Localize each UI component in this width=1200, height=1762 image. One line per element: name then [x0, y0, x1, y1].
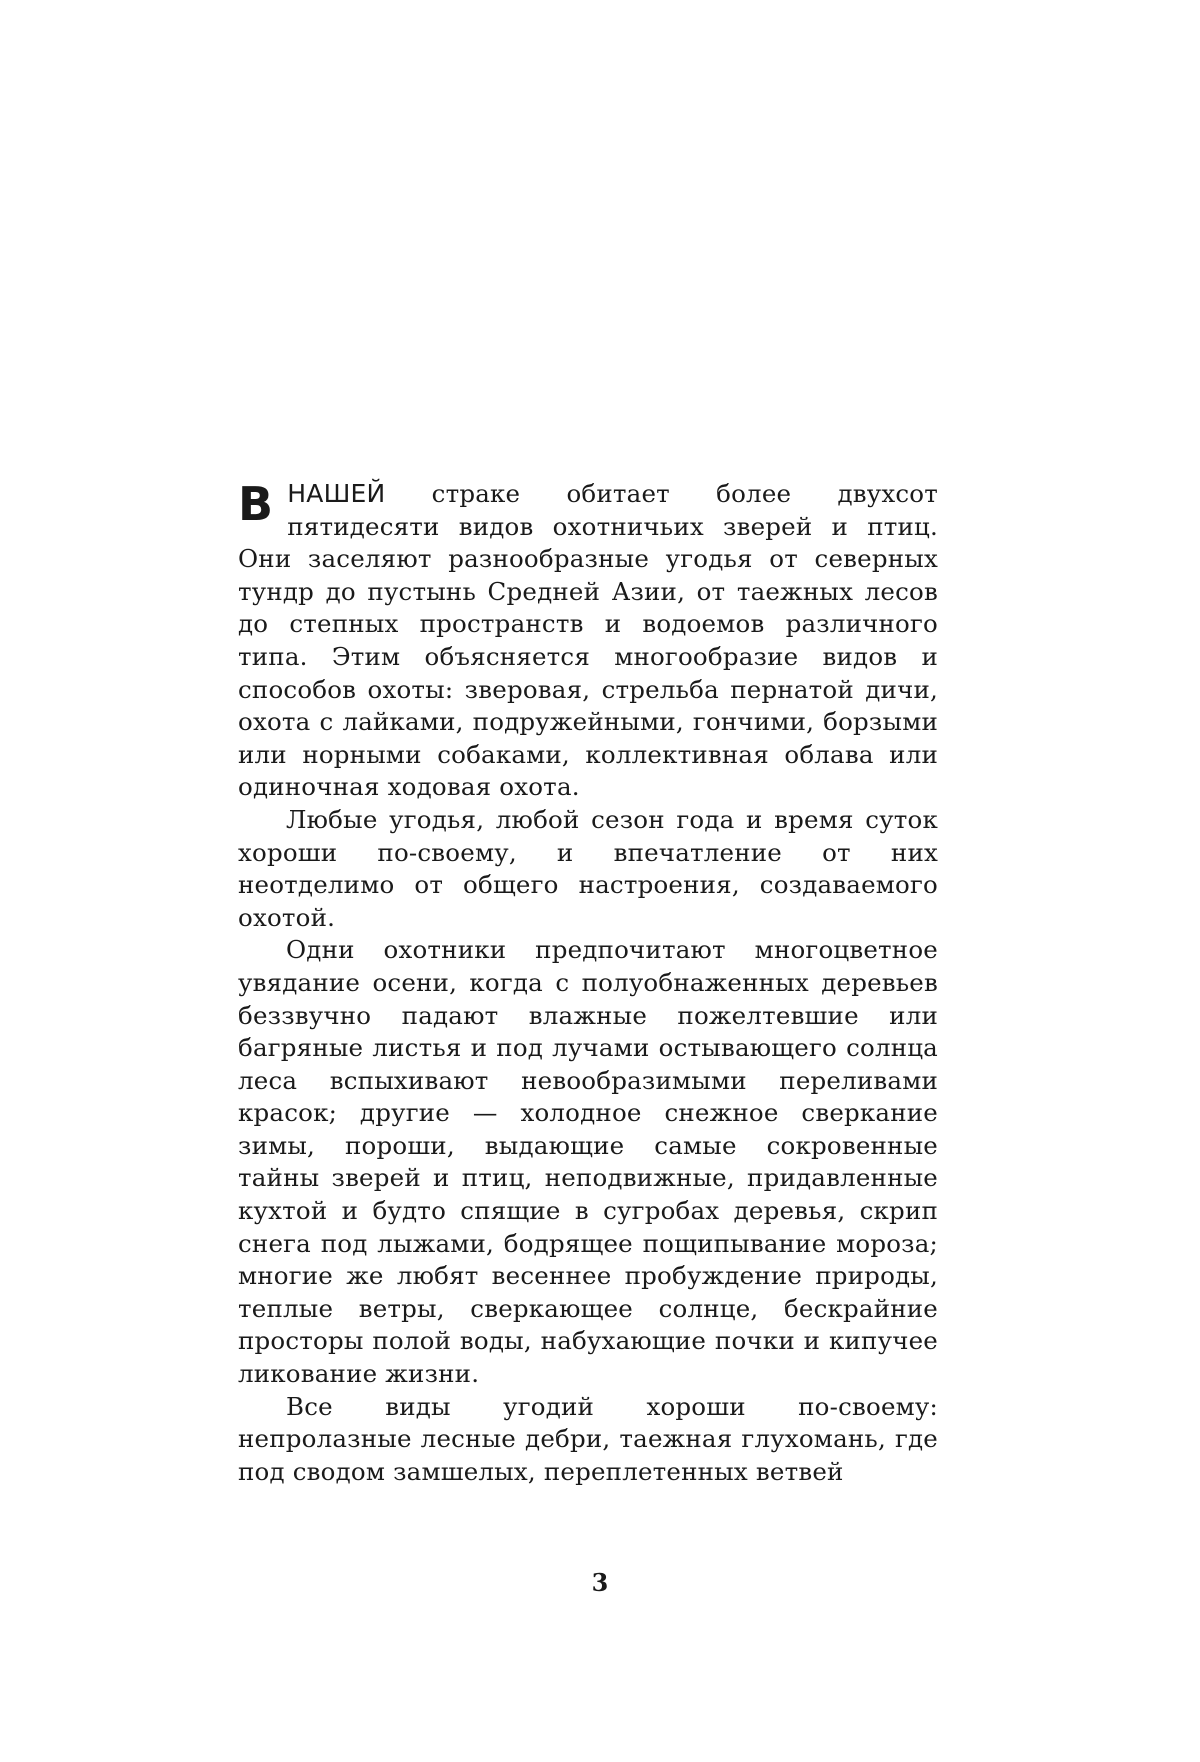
paragraph-2: Любые угодья, любой сезон года и время суток хороши по-своему, и впечатление от них неотделимо от общего настроения, создаваемого охотой. [238, 804, 938, 932]
body-text [238, 478, 938, 1488]
paragraph-3: Одни охотники предпочитают многоцветное увядание осени, когда с полуобнаженных деревьев беззвучно падают влажные пожелтевшие или багряные листья и под лучами остывающего солнца леса вспыхивают невообразимыми переливами красок; другие — холодное снежное сверкание зимы, пороши, выдающие самые сокровенные тайны зверей и птиц, неподвижные, придавленные кухтой и будто спящие в сугробах деревья, скрип снега под лыжами, бодрящее пощипывание мороза; многие же любят весеннее пробуждение природы, теплые ветры, сверкающее солнце, бескрайние просторы полой воды, набухающие почки и кипучее ликование жизни. [238, 935, 938, 1389]
paragraph-4: Все виды угодий хороши по-своему: непролазные лесные дебри, таежная глухомань, где под сводом замшелых, переплетенных ветвей [238, 1391, 938, 1486]
page-number: 3 [591, 1568, 609, 1597]
lead-word: НАШЕЙ [287, 479, 386, 508]
paragraph-1 [238, 478, 938, 804]
paragraph-1-text: страке обитает более двухсот пятидесяти видов охотничьих зверей и птиц. Они заселяют разнообразные угодья от северных тундр до пустынь Средней Азии, от таежных лесов до степных пространств и водоемов различного типа. Этим объясняется многообразие видов и способов охоты: зверовая, стрельба пернатой дичи, охота с лайками, подружейными, гончими, борзыми или норными собаками, коллективная облава или одиночная ходовая охота. [238, 479, 938, 802]
drop-cap: В [238, 477, 274, 531]
